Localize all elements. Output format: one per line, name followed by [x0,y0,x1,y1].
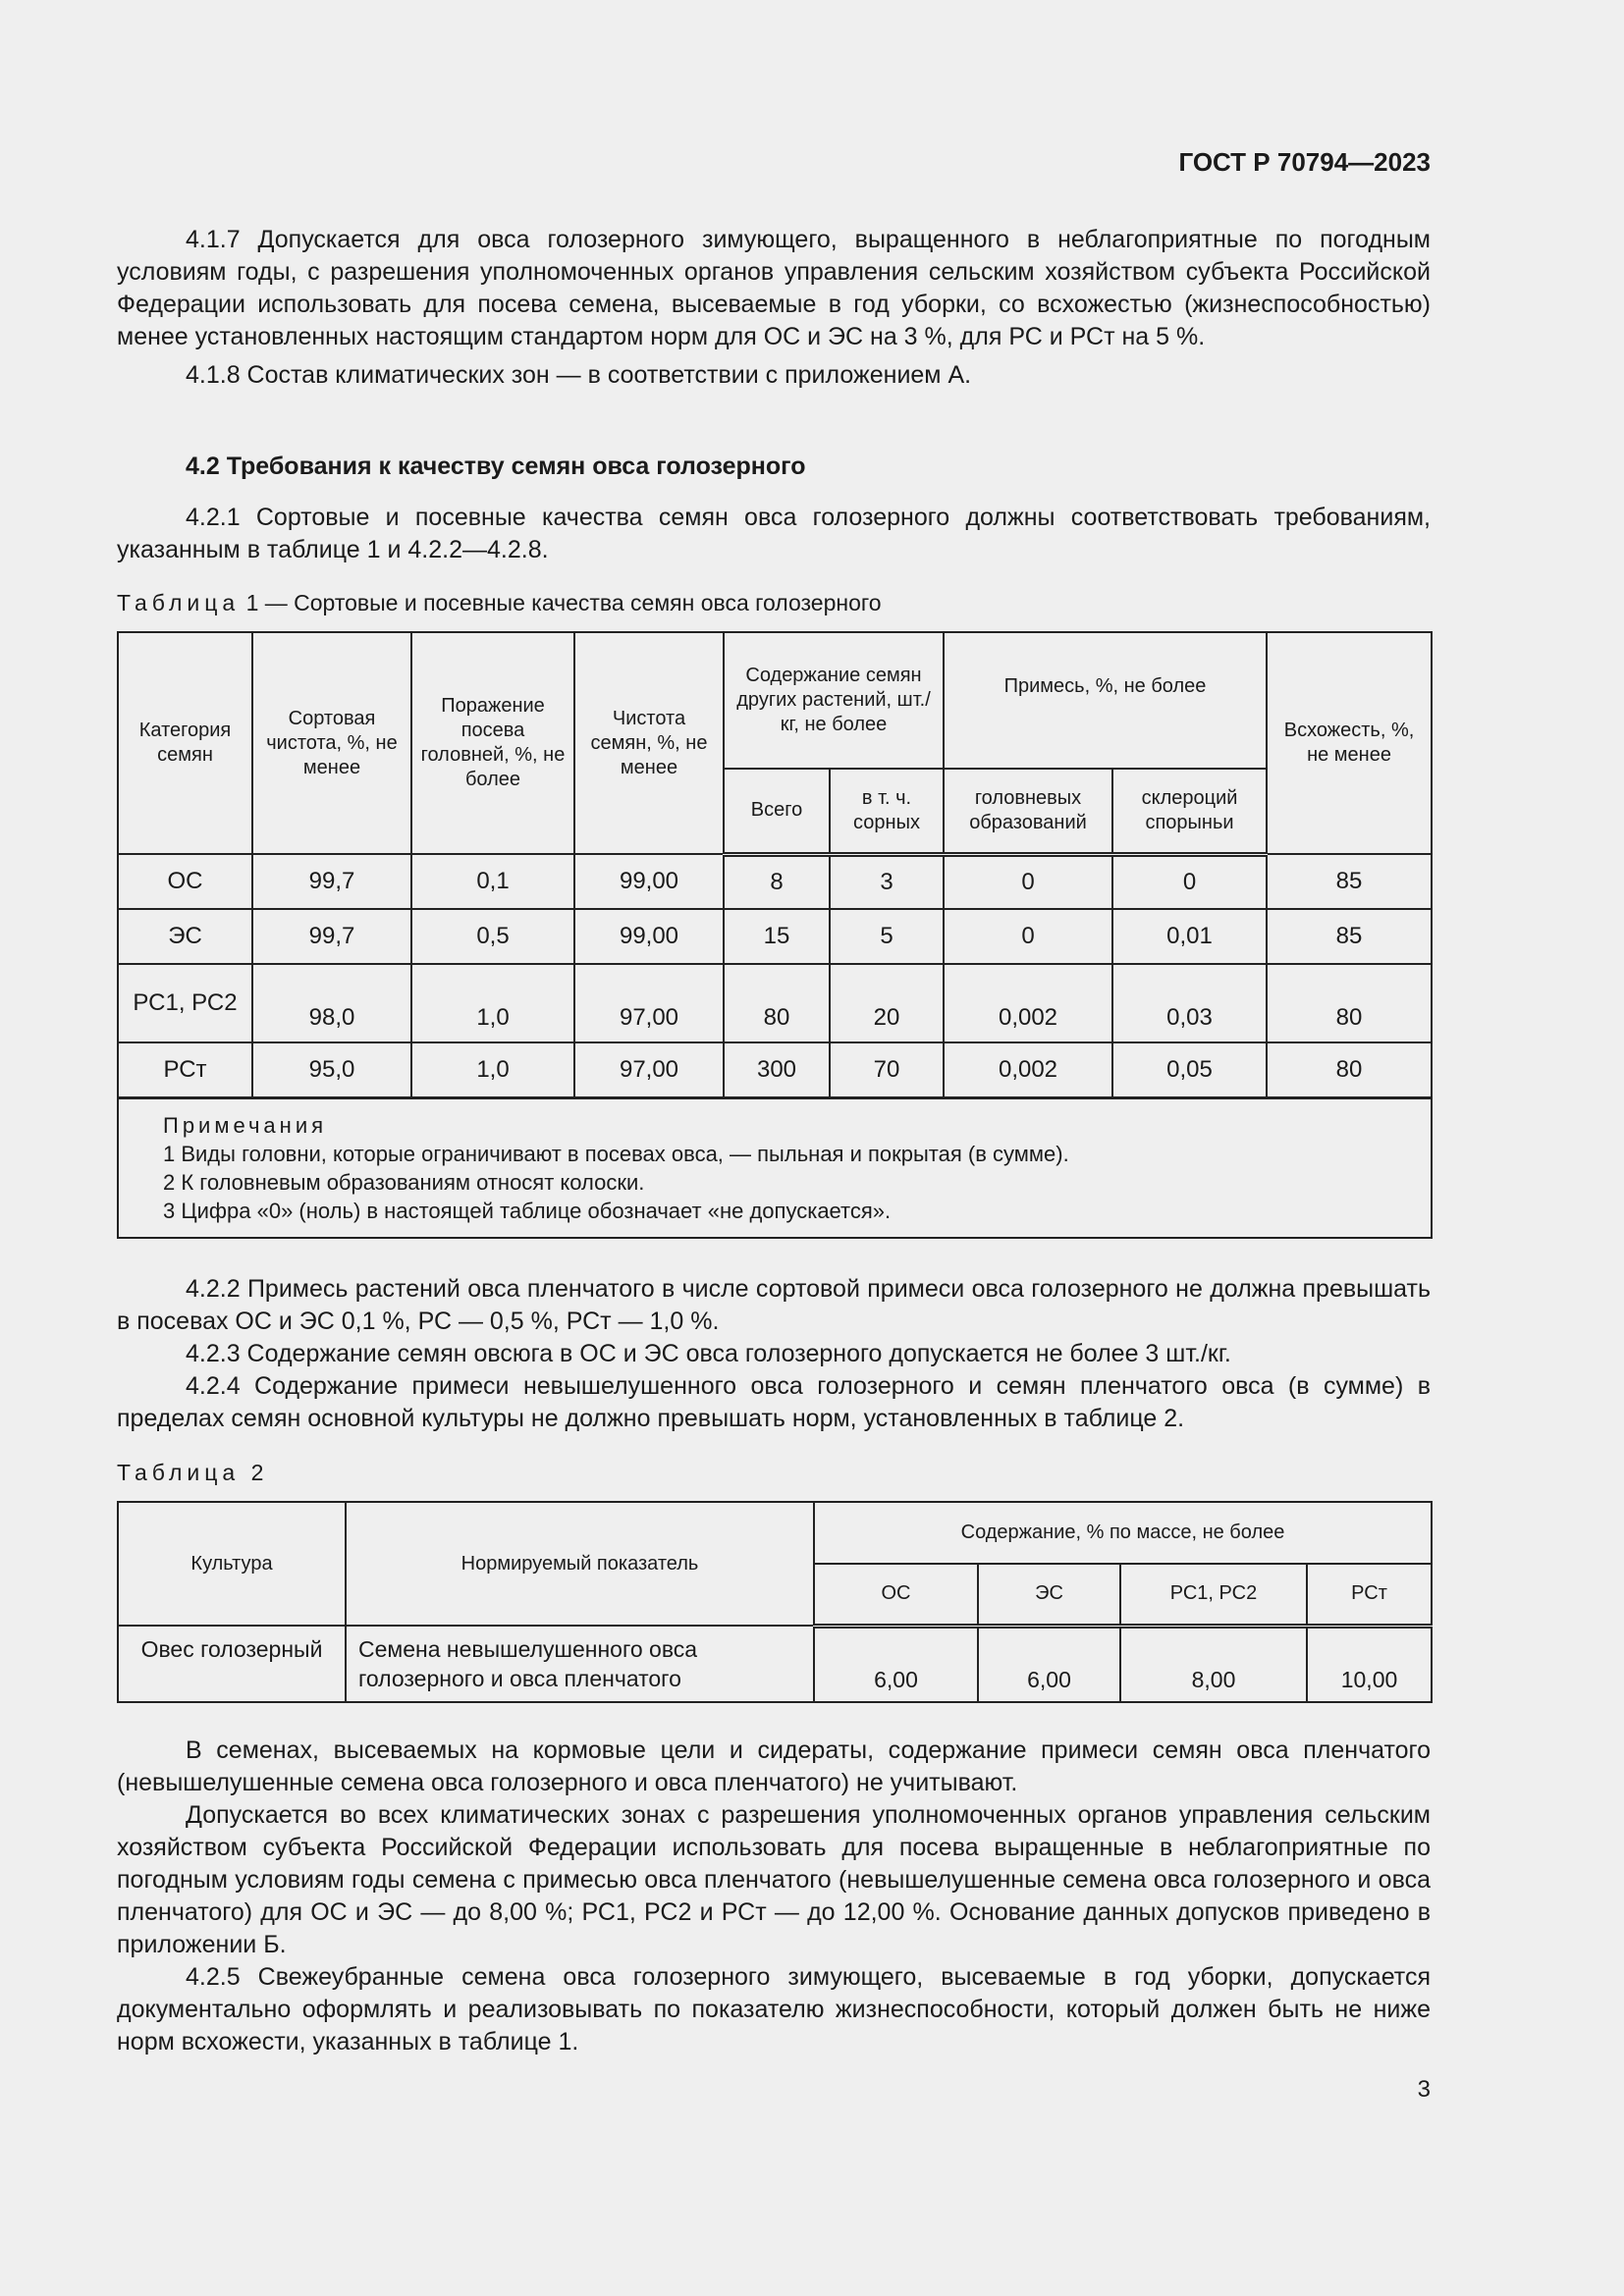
header-smut-formations: головневых образований [944,769,1112,854]
header-culture: Культура [118,1502,346,1626]
header-total: Всего [724,769,830,854]
cell-value: 20 [830,964,944,1042]
cell-value: 8,00 [1120,1626,1307,1702]
table-row [118,909,1432,964]
cell-value: 0 [944,854,1112,909]
table1-notes-row [118,1097,1432,1238]
table1-caption-label: Таблица [117,590,241,615]
header-admixture: Примесь, %, не более [944,632,1267,769]
cell-value: 0 [1112,854,1267,909]
header-os: ОС [814,1564,978,1626]
cell-value: 99,00 [574,909,724,964]
header-seed-purity: Чистота семян, %, не менее [574,632,724,854]
notes-title: Примечания [163,1112,328,1138]
cell-category: РС1, РС2 [118,964,252,1042]
cell-value: 3 [830,854,944,909]
header-smut-damage: Поражение посева головней, %, не более [411,632,574,854]
cell-culture: Овес голозерный [118,1626,346,1702]
cell-value: 6,00 [978,1626,1120,1702]
paragraphs-4-2-2-to-4-2-4 [117,1273,1431,1435]
cell-value: 97,00 [574,1042,724,1097]
cell-value: 0,1 [411,854,574,909]
cell-value: 80 [724,964,830,1042]
table-1 [117,631,1433,1239]
cell-indicator: Семена невышелушенного овса голозерного и овса пленчатого [346,1626,814,1702]
cell-value: 85 [1267,854,1432,909]
header-ergot: склероций спорыньи [1112,769,1267,854]
cell-value: 98,0 [252,964,411,1042]
table1-notes [118,1097,1432,1238]
paragraph-4-2-2: 4.2.2 Примесь растений овса пленчатого в числе сортовой примеси овса голозерного не должна превышать в посевах ОС и ЭС 0,1 %, РС — 0,5 %, РСт — 1,0 %. [117,1275,1431,1335]
cell-value: 99,00 [574,854,724,909]
cell-value: 5 [830,909,944,964]
header-varietal-purity: Сортовая чистота, %, не менее [252,632,411,854]
table1-caption-text: 1 — Сортовые и посевные качества семян овса голозерного [245,590,882,615]
header-content: Содержание, % по массе, не более [814,1502,1432,1564]
cell-value: 15 [724,909,830,964]
note-item: 1 Виды головни, которые ограничивают в посевах овса, — пыльная и покрытая (в сумме). [163,1141,1069,1166]
page-number: 3 [1417,2076,1431,2103]
note-item: 2 К головневым образованиям относят колоски. [163,1169,645,1195]
paragraph-4-1-8: 4.1.8 Состав климатических зон — в соответствии с приложением А. [186,361,972,389]
cell-value: 80 [1267,1042,1432,1097]
cell-value: 85 [1267,909,1432,964]
cell-value: 1,0 [411,1042,574,1097]
header-rs12: РС1, РС2 [1120,1564,1307,1626]
cell-value: 0,002 [944,964,1112,1042]
section-title-4-2: 4.2 Требования к качеству семян овса голозерного [186,453,806,480]
cell-value: 99,7 [252,854,411,909]
note-item: 3 Цифра «0» (ноль) в настоящей таблице обозначает «не допускается». [163,1198,892,1223]
cell-value: 95,0 [252,1042,411,1097]
table-row [118,1626,1432,1702]
cell-value: 300 [724,1042,830,1097]
paragraph-4-1-7: 4.1.7 Допускается для овса голозерного зимующего, выращенного в неблагоприятные по погодным условиям годы, с разрешения уполномоченных органов управления сельским хозяйством субъекта Российской Федерации использовать для посева семена, высеваемые в год уборки, со всхожестью (жизнеспособностью) менее установленных настоящим стандартом норм для ОС и ЭС на 3 %, для РС и РСт на 5 %. [117,226,1431,350]
cell-value: 99,7 [252,909,411,964]
paragraph-climate-zones-allowance: Допускается во всех климатических зонах с разрешения уполномоченных органов управления сельским хозяйством субъекта Российской Федерации использовать для посева выращенные в неблагоприятные по погодным условиям годы семена с примесью овса пленчатого (невышелушенные семена овса голозерного и овса пленчатого) для ОС и ЭС — до 8,00 %; РС1, РС2 и РСт — до 12,00 %. Основание данных допусков приведено в приложении Б. [117,1801,1431,1958]
cell-value: 80 [1267,964,1432,1042]
paragraph-block-4-2-1 [117,502,1431,566]
table-row [118,854,1432,909]
cell-value: 6,00 [814,1626,978,1702]
closing-paragraphs [117,1735,1431,2058]
paragraph-4-2-4: 4.2.4 Содержание примеси невышелушенного овса голозерного и семян пленчатого овса (в сумме) в пределах семян основной культуры не должно превышать норм, установленных в таблице 2. [117,1372,1431,1432]
header-es: ЭС [978,1564,1120,1626]
table2-caption: Таблица 2 [117,1460,269,1485]
cell-value: 70 [830,1042,944,1097]
header-germination: Всхожесть, %, не менее [1267,632,1432,854]
header-indicator: Нормируемый показатель [346,1502,814,1626]
paragraph-4-2-3: 4.2.3 Содержание семян овсюга в ОС и ЭС овса голозерного допускается не более 3 шт./кг. [186,1340,1231,1367]
cell-value: 0,03 [1112,964,1267,1042]
cell-value: 10,00 [1307,1626,1432,1702]
cell-value: 8 [724,854,830,909]
cell-category: РСт [118,1042,252,1097]
intro-paragraphs [117,224,1431,392]
cell-category: ОС [118,854,252,909]
cell-value: 0,5 [411,909,574,964]
header-weeds: в т. ч. сорных [830,769,944,854]
header-category: Категория семян [118,632,252,854]
cell-value: 0,05 [1112,1042,1267,1097]
cell-value: 0,01 [1112,909,1267,964]
header-other-plants: Содержание семян других растений, шт./кг, не более [724,632,944,769]
table1-caption [117,590,882,616]
header-rst: РСт [1307,1564,1432,1626]
cell-value: 1,0 [411,964,574,1042]
paragraph-4-2-5: 4.2.5 Свежеубранные семена овса голозерного зимующего, высеваемые в год уборки, допускается документально оформлять и реализовывать по показателю жизнеспособности, который должен быть не ниже норм всхожести, указанных в таблице 1. [117,1963,1431,2056]
cell-value: 0 [944,909,1112,964]
cell-category: ЭС [118,909,252,964]
cell-value: 97,00 [574,964,724,1042]
document-header: ГОСТ Р 70794—2023 [1178,147,1431,177]
table-row [118,1042,1432,1097]
table-2 [117,1501,1433,1703]
paragraph-4-2-1: 4.2.1 Сортовые и посевные качества семян овса голозерного должны соответствовать требованиям, указанным в таблице 1 и 4.2.2—4.2.8. [117,504,1431,563]
cell-value: 0,002 [944,1042,1112,1097]
paragraph-fodder-seeds: В семенах, высеваемых на кормовые цели и сидераты, содержание примеси семян овса пленчатого (невышелушенные семена овса голозерного и овса пленчатого) не учитывают. [117,1736,1431,1796]
table-row [118,964,1432,1042]
